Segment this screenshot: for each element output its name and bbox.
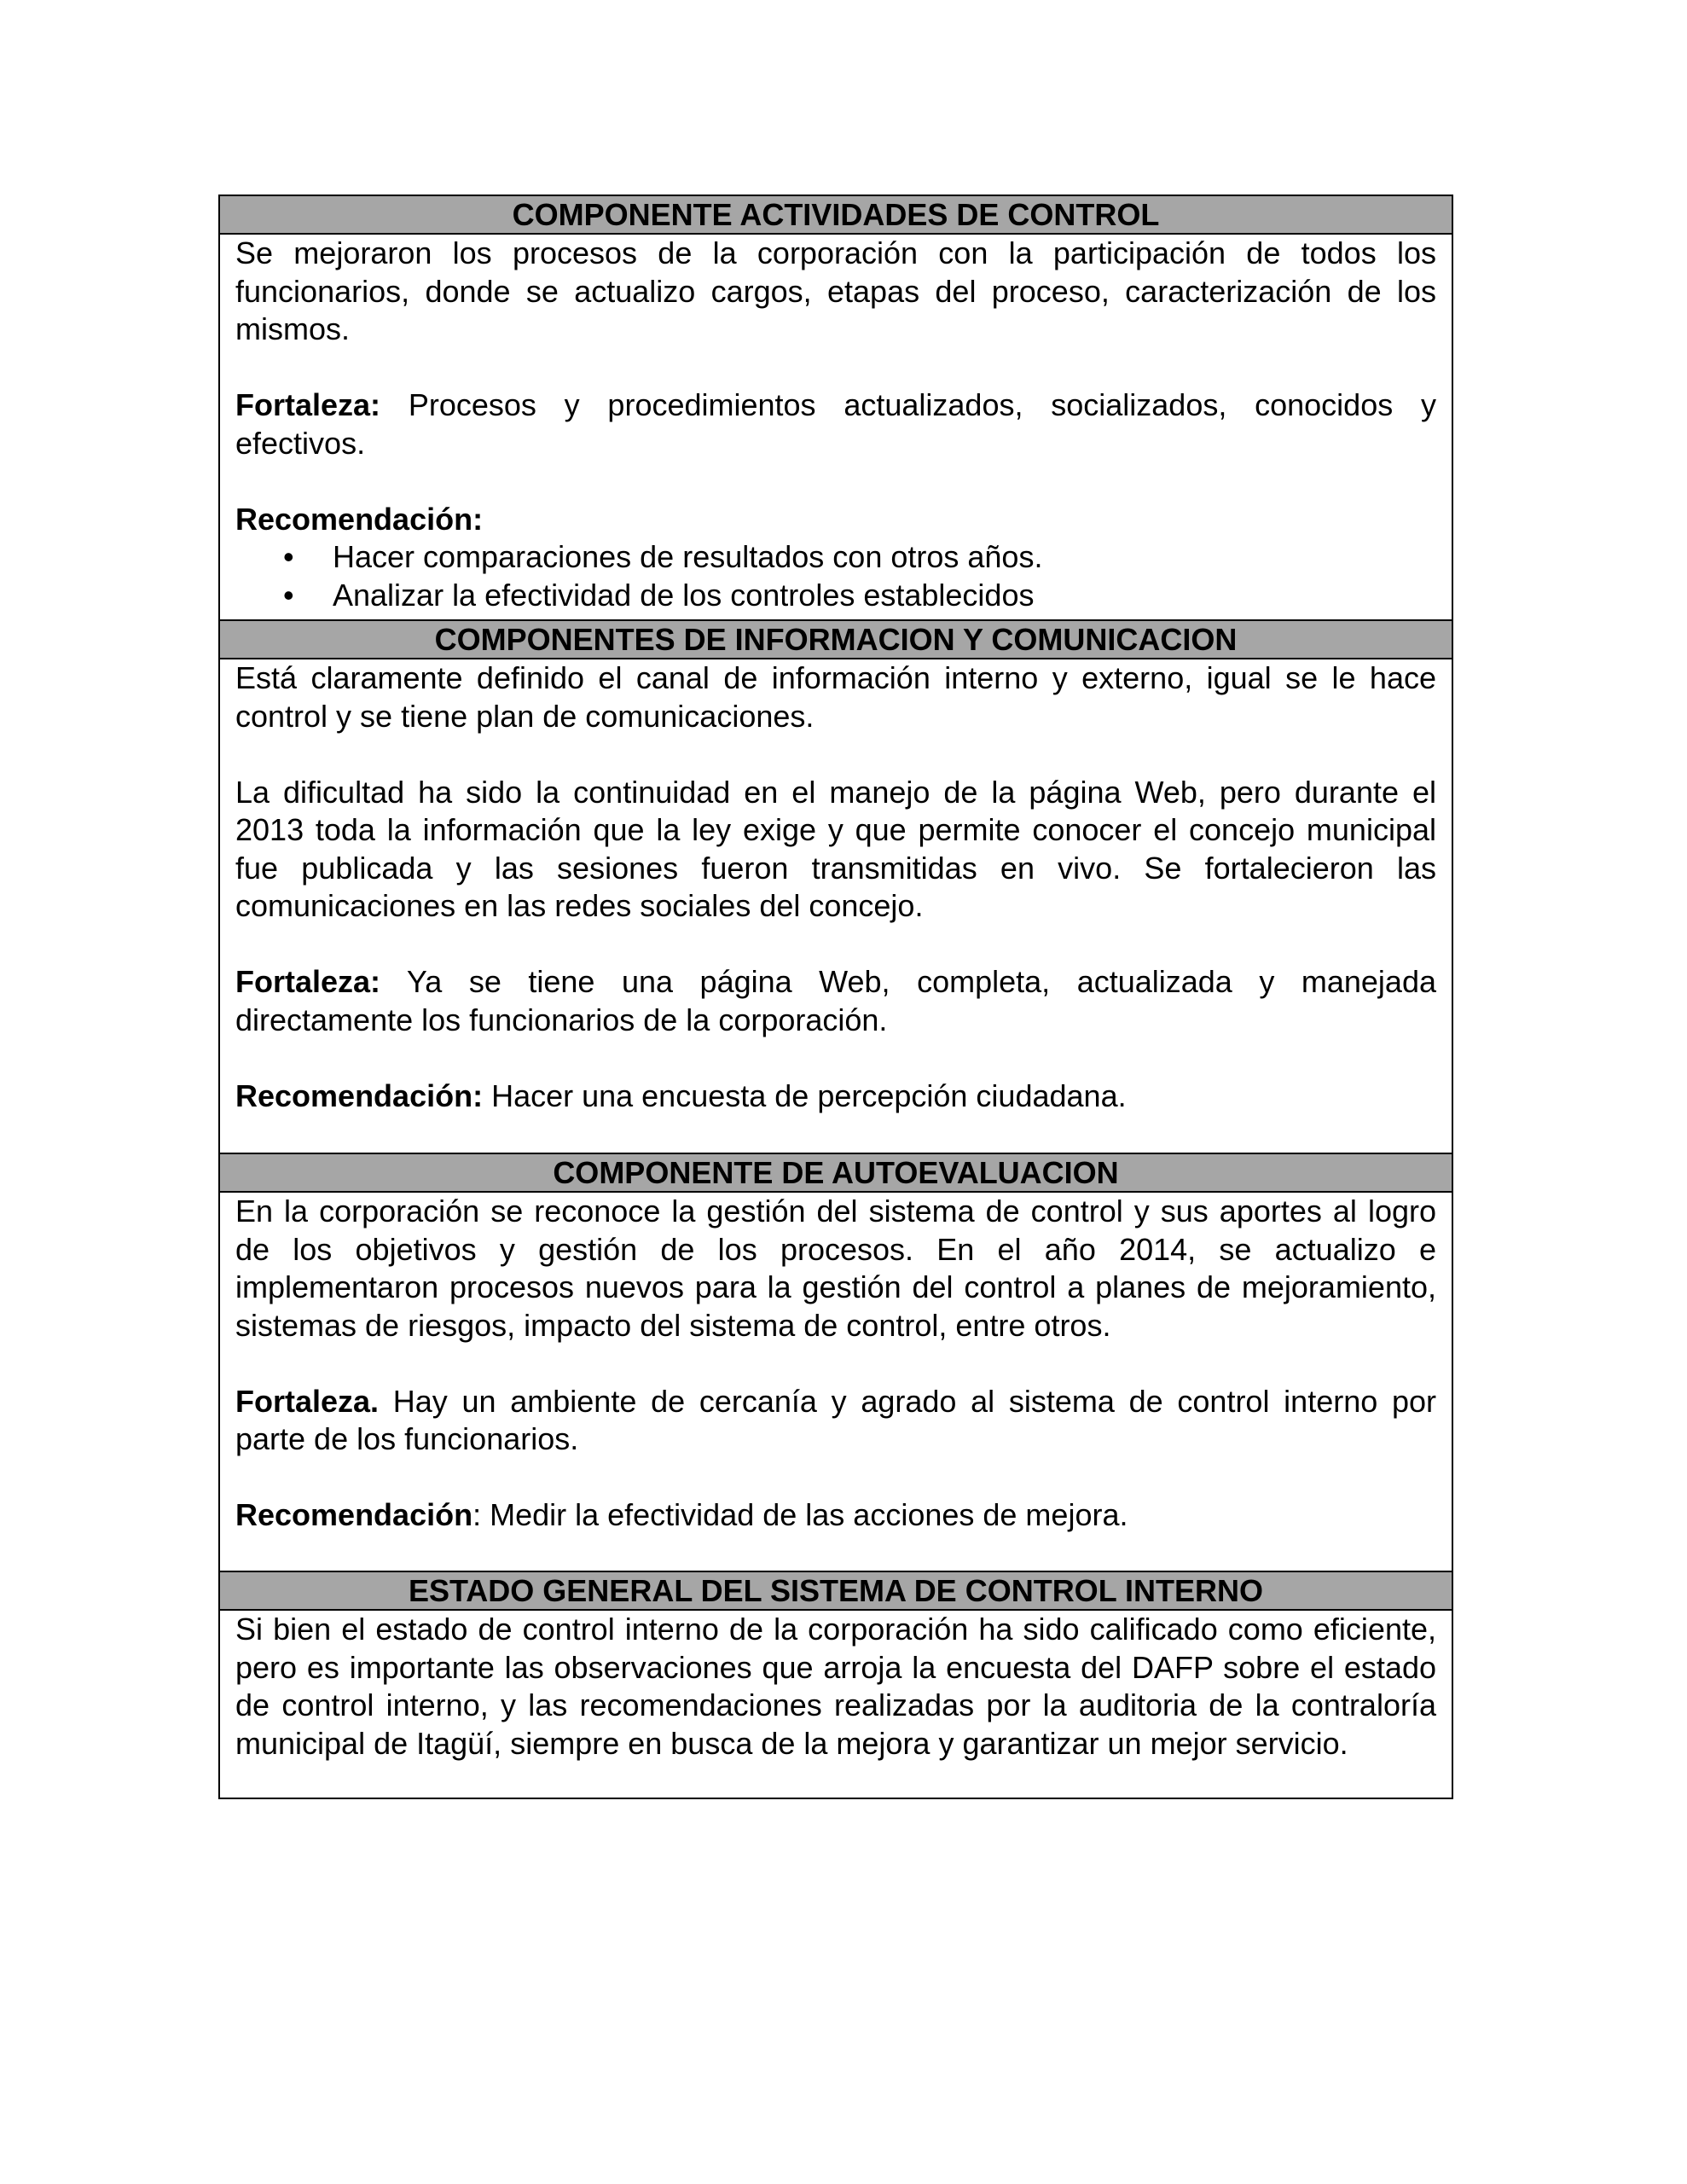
section-header-informacion-comunicacion: COMPONENTES DE INFORMACION Y COMUNICACION bbox=[220, 621, 1452, 659]
section-body-estado-general bbox=[220, 1611, 1452, 1798]
recomendacion-paragraph bbox=[235, 1496, 1436, 1535]
list-item: • Analizar la efectividad de los controles establecidos bbox=[333, 577, 1436, 615]
recomendacion-label: Recomendación bbox=[235, 1497, 473, 1532]
section-intro: Se mejoraron los procesos de la corporación con la participación de todos los funcionarios, donde se actualizo cargos, etapas del proceso, caracterización de los mismos. bbox=[235, 235, 1436, 346]
fortaleza-paragraph bbox=[235, 1383, 1436, 1459]
section-paragraph: La dificultad ha sido la continuidad en el manejo de la página Web, pero durante el 2013 toda la información que la ley exige y que permite conocer el concejo municipal fue publicada y las sesiones fueron transmitidas en vivo. Se fortalecieron las comunicaciones en las redes sociales del concejo. bbox=[235, 774, 1436, 923]
section-body-informacion-comunicacion bbox=[220, 659, 1452, 1154]
fortaleza-label: Fortaleza: bbox=[235, 964, 381, 999]
section-header-estado-general: ESTADO GENERAL DEL SISTEMA DE CONTROL INTERNO bbox=[220, 1572, 1452, 1611]
section-header-actividades-control: COMPONENTE ACTIVIDADES DE CONTROL bbox=[220, 196, 1452, 235]
fortaleza-text: Procesos y procedimientos actualizados, socializados, conocidos y efectivos. bbox=[235, 387, 1436, 461]
recomendacion-label: Recomendación: bbox=[235, 1077, 484, 1113]
recomendacion-paragraph bbox=[235, 501, 1436, 539]
control-report-table bbox=[218, 195, 1453, 1799]
fortaleza-label: Fortaleza: bbox=[235, 387, 381, 422]
section-body-autoevaluacion bbox=[220, 1193, 1452, 1572]
recomendacion-label: Recomendación: bbox=[235, 501, 484, 537]
fortaleza-paragraph bbox=[235, 963, 1436, 1039]
recomendacion-text: : Medir la efectividad de las acciones de mejora. bbox=[472, 1497, 1128, 1532]
section-body-actividades-control bbox=[220, 235, 1452, 621]
recomendacion-list bbox=[235, 538, 1436, 614]
section-intro: Está claramente definido el canal de información interno y externo, igual se le hace control y se tiene plan de comunicaciones. bbox=[235, 660, 1436, 734]
recomendacion-paragraph bbox=[235, 1077, 1436, 1116]
fortaleza-label: Fortaleza. bbox=[235, 1383, 380, 1419]
section-intro: En la corporación se reconoce la gestión del sistema de control y sus aportes al logro de los objetivos y gestión de los procesos. En el año 2014, se actualizo e implementaron procesos nuevos para la gestión del control a planes de mejoramiento, sistemas de riesgos, impacto del sistema de control, entre otros. bbox=[235, 1194, 1436, 1343]
fortaleza-paragraph bbox=[235, 386, 1436, 462]
list-item: • Hacer comparaciones de resultados con otros años. bbox=[333, 538, 1436, 577]
fortaleza-text: Ya se tiene una página Web, completa, actualizada y manejada directamente los funcionarios de la corporación. bbox=[235, 964, 1436, 1037]
section-header-autoevaluacion: COMPONENTE DE AUTOEVALUACION bbox=[220, 1154, 1452, 1193]
fortaleza-text: Hay un ambiente de cercanía y agrado al sistema de control interno por parte de los funcionarios. bbox=[235, 1383, 1436, 1456]
section-intro: Si bien el estado de control interno de la corporación ha sido calificado como eficiente, pero es importante las observaciones que arroja la encuesta del DAFP sobre el estado de control interno, y las recomendaciones realizadas por la auditoria de la contraloría municipal de Itagüí, siempre en busca de la mejora y garantizar un mejor servicio. bbox=[235, 1612, 1436, 1761]
recomendacion-text: Hacer una encuesta de percepción ciudadana. bbox=[483, 1077, 1127, 1113]
